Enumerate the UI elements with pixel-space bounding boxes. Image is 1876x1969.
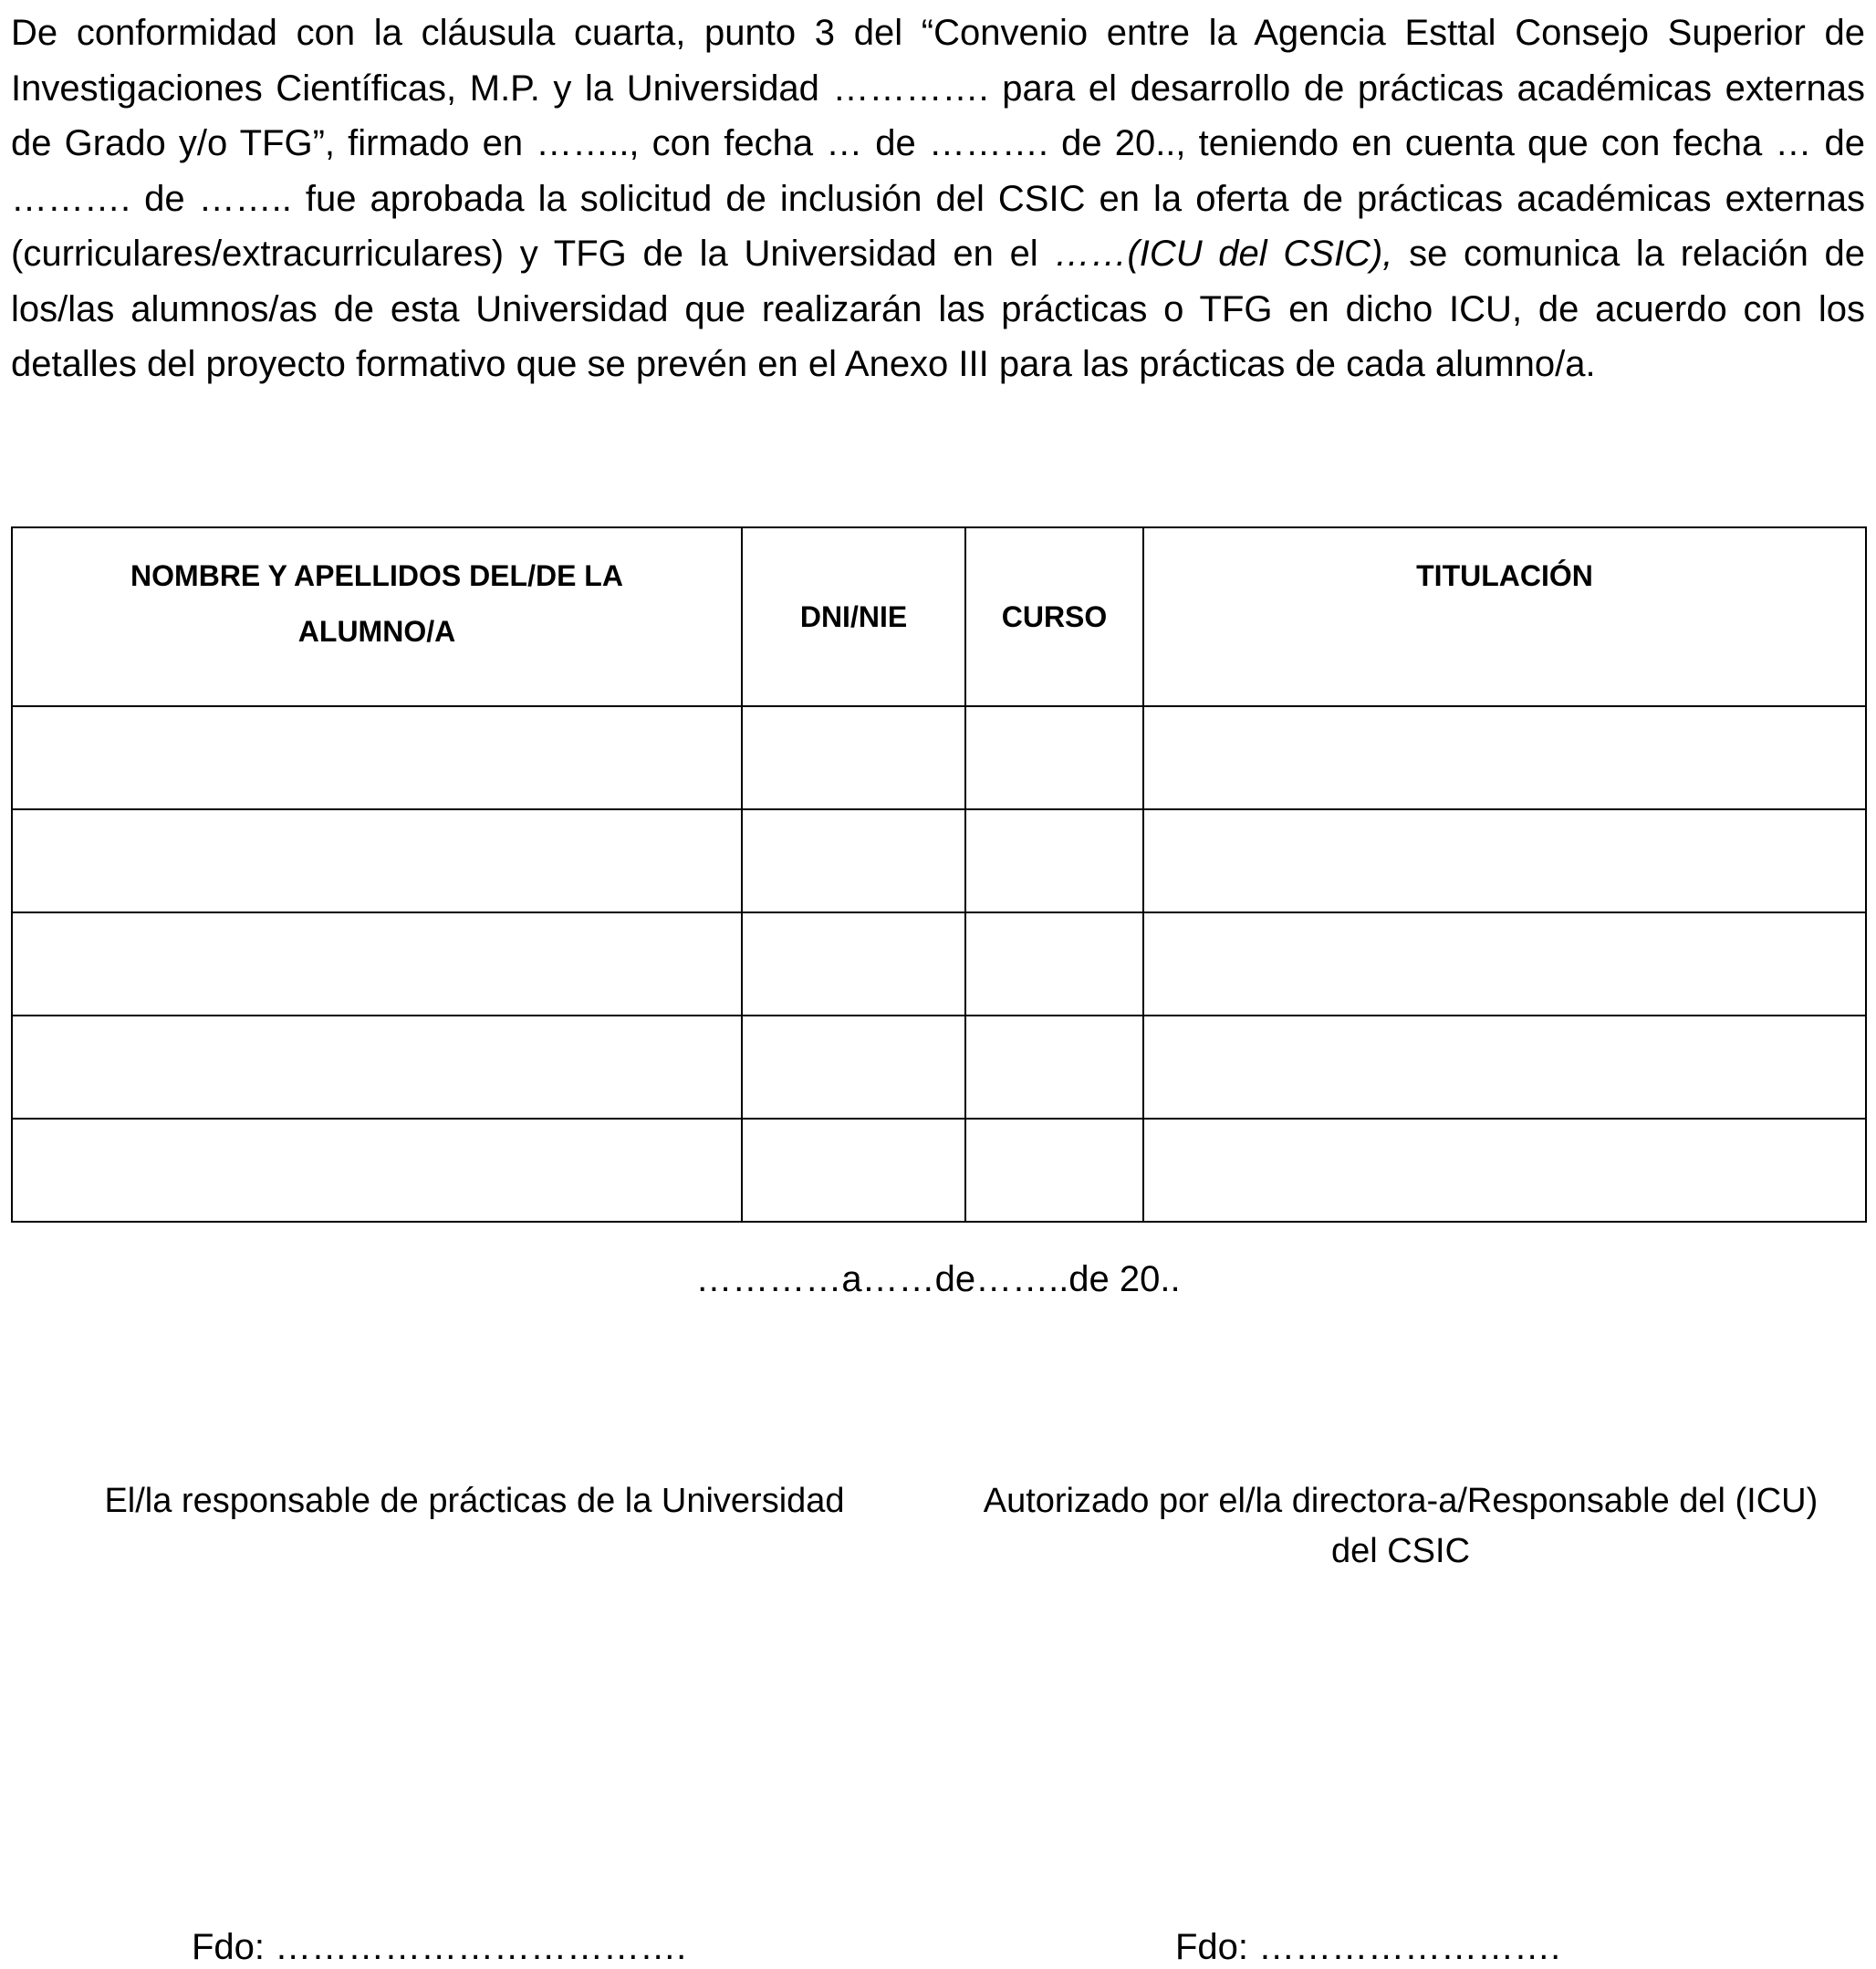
university-signatory-title: El/la responsable de prácticas de la Universidad [104,1482,845,1520]
cell-degree[interactable] [1143,809,1866,912]
cell-course[interactable] [965,706,1143,809]
intro-text-part2: se comunica la relación de los/las alumnos/as de esta Universidad que realizarán las prácticas o TFG en dicho ICU, de acuerdo con los detalles del proyecto formativo que se prevén en el Anexo III para las prácticas de cada alumno/a. [11,234,1866,384]
cell-dni[interactable] [742,809,965,912]
cell-dni[interactable] [742,912,965,1016]
csic-signature-field: Fdo: ……………………. [1175,1927,1561,1967]
header-dni: DNI/NIE [742,527,965,706]
cell-name[interactable] [12,1119,742,1222]
cell-name[interactable] [12,1016,742,1119]
intro-text-part1: De conformidad con la cláusula cuarta, punto 3 del “Convenio entre la Agencia Esttal Consejo Superior de Investigaciones Científicas, M.P. y la Universidad …………. para el desarrollo de prácticas académicas externas de Grado y/o TFG”, firmado en …….., con fecha … de ………. de 20.., teniendo en cuenta que con fecha … de ………. de …….. fue aprobada la solicitud de inclusión del CSIC en la oferta de prácticas académicas externas (curriculares/extracurriculares) y TFG de la Universidad en el [11,13,1865,274]
header-course: CURSO [965,527,1143,706]
header-degree: TITULACIÓN [1143,527,1866,706]
cell-dni[interactable] [742,1119,965,1222]
table-header-row [12,527,1866,706]
header-name: NOMBRE Y APELLIDOS DEL/DE LA ALUMNO/A [12,527,742,706]
intro-paragraph [11,5,1865,392]
table-row [12,1119,1866,1222]
cell-course[interactable] [965,1119,1143,1222]
intro-text-icu-italic: ……(ICU del CSIC), [1054,234,1393,274]
cell-course[interactable] [965,912,1143,1016]
cell-dni[interactable] [742,1016,965,1119]
cell-name[interactable] [12,912,742,1016]
cell-dni[interactable] [742,706,965,809]
cell-degree[interactable] [1143,1016,1866,1119]
table-row [12,1016,1866,1119]
students-table [11,526,1867,1223]
cell-course[interactable] [965,1016,1143,1119]
table-row [12,912,1866,1016]
table-row [12,809,1866,912]
cell-name[interactable] [12,706,742,809]
cell-course[interactable] [965,809,1143,912]
cell-degree[interactable] [1143,912,1866,1016]
cell-name[interactable] [12,809,742,912]
csic-signatory-title: Autorizado por el/la directora-a/Responsable del (ICU) del CSIC [983,1482,1819,1570]
cell-degree[interactable] [1143,1119,1866,1222]
university-signature-field: Fdo: ……………………………. [192,1927,687,1967]
cell-degree[interactable] [1143,706,1866,809]
table-row [12,706,1866,809]
place-date-line: …………a……de……..de 20.. [695,1259,1181,1299]
